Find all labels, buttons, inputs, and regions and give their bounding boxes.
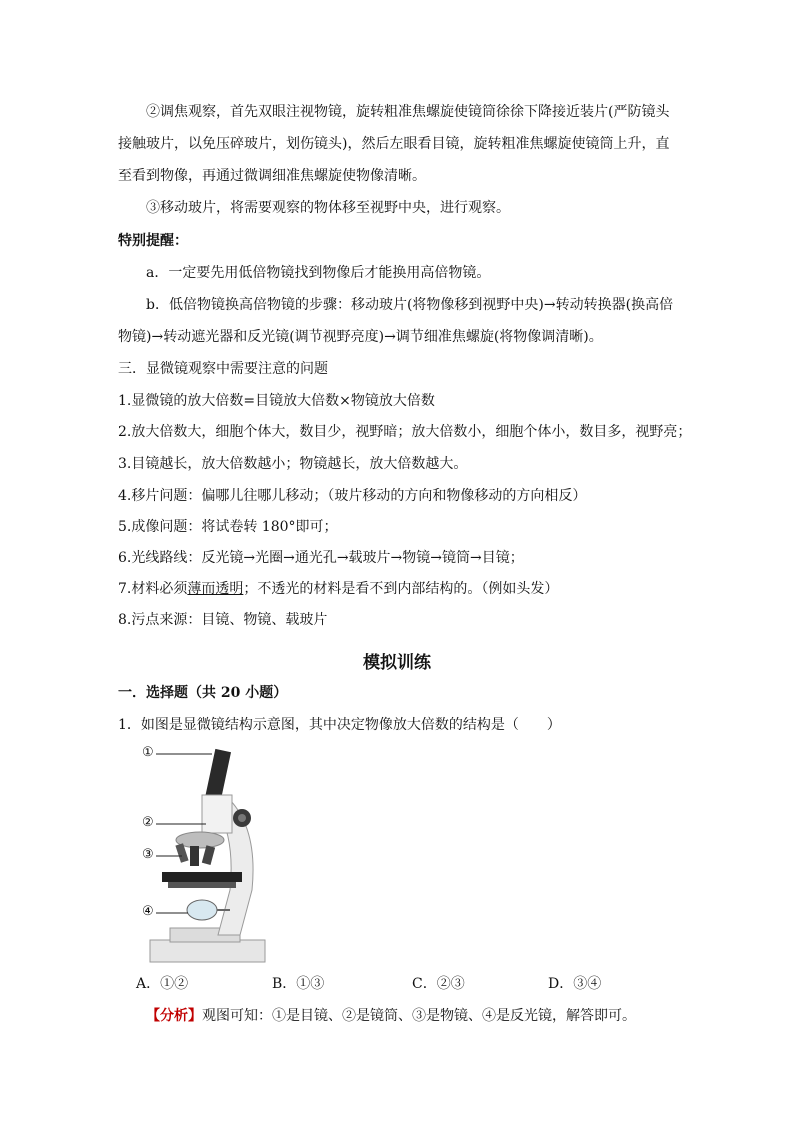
line-16-part-c: ；不透光的材料是看不到内部结构的。（例如头发） (243, 581, 559, 597)
line-3: 至看到物像，再通过微调细准焦螺旋使物像清晰。 (118, 168, 426, 184)
line-16-underlined: 薄而透明 (187, 581, 244, 597)
line-14: 5.成像问题：将试卷转 180°即可； (118, 519, 338, 535)
option-b[interactable]: B．①③ (272, 976, 325, 992)
microscope-figure (140, 740, 280, 970)
option-c[interactable]: C．②③ (412, 976, 465, 992)
line-10: 1.显微镜的放大倍数=目镜放大倍数×物镜放大倍数 (118, 393, 435, 409)
line-16 (118, 579, 678, 599)
section-three-heading: 三．显微镜观察中需要注意的问题 (118, 361, 328, 377)
line-12: 3.目镜越长，放大倍数越小；物镜越长，放大倍数越大。 (118, 456, 468, 472)
analysis-tag: 【分析】 (146, 1008, 202, 1024)
callout-2: ② (142, 815, 154, 830)
line-16-part-a: 7.材料必须 (118, 581, 188, 597)
line-6: a．一定要先用低倍物镜找到物像后才能换用高倍物镜。 (146, 265, 491, 281)
line-7: b．低倍物镜换高倍物镜的步骤：移动玻片(将物像移到视野中央)→转动转换器(换高倍 (146, 297, 674, 313)
option-a[interactable]: A．①② (136, 976, 189, 992)
line-13: 4.移片问题：偏哪儿往哪儿移动；（玻片移动的方向和物像移动的方向相反） (118, 488, 587, 504)
analysis-text: 观图可知：①是目镜、②是镜筒、③是物镜、④是反光镜，解答即可。 (202, 1008, 636, 1024)
question-1: 1．如图是显微镜结构示意图，其中决定物像放大倍数的结构是（ ） (118, 717, 561, 733)
line-2: 接触玻片，以免压碎玻片，划伤镜头)，然后左眼看目镜，旋转粗准焦螺旋使镜筒上升，直 (118, 136, 670, 152)
callout-3: ③ (142, 847, 154, 862)
part-heading: 一．选择题（共 20 小题） (118, 685, 288, 701)
line-8: 物镜)→转动遮光器和反光镜(调节视野亮度)→调节细准焦螺旋(将物像调清晰)。 (118, 329, 603, 345)
line-1: ②调焦观察，首先双眼注视物镜，旋转粗准焦螺旋使镜筒徐徐下降接近装片(严防镜头 (146, 104, 670, 120)
analysis-line (146, 1006, 706, 1026)
special-reminder-heading: 特别提醒： (118, 233, 188, 249)
line-17: 8.污点来源：目镜、物镜、载玻片 (118, 612, 328, 628)
line-11: 2.放大倍数大，细胞个体大，数目少，视野暗；放大倍数小，细胞个体小，数目多，视野亮； (118, 424, 692, 440)
option-d[interactable]: D．③④ (548, 976, 602, 992)
callout-4: ④ (142, 904, 154, 919)
line-4: ③移动玻片，将需要观察的物体移至视野中央，进行观察。 (146, 200, 510, 216)
line-15: 6.光线路线：反光镜→光圈→通光孔→载玻片→物镜→镜筒→目镜； (118, 550, 524, 566)
callout-1: ① (142, 745, 154, 760)
section-title: 模拟训练 (363, 653, 431, 673)
